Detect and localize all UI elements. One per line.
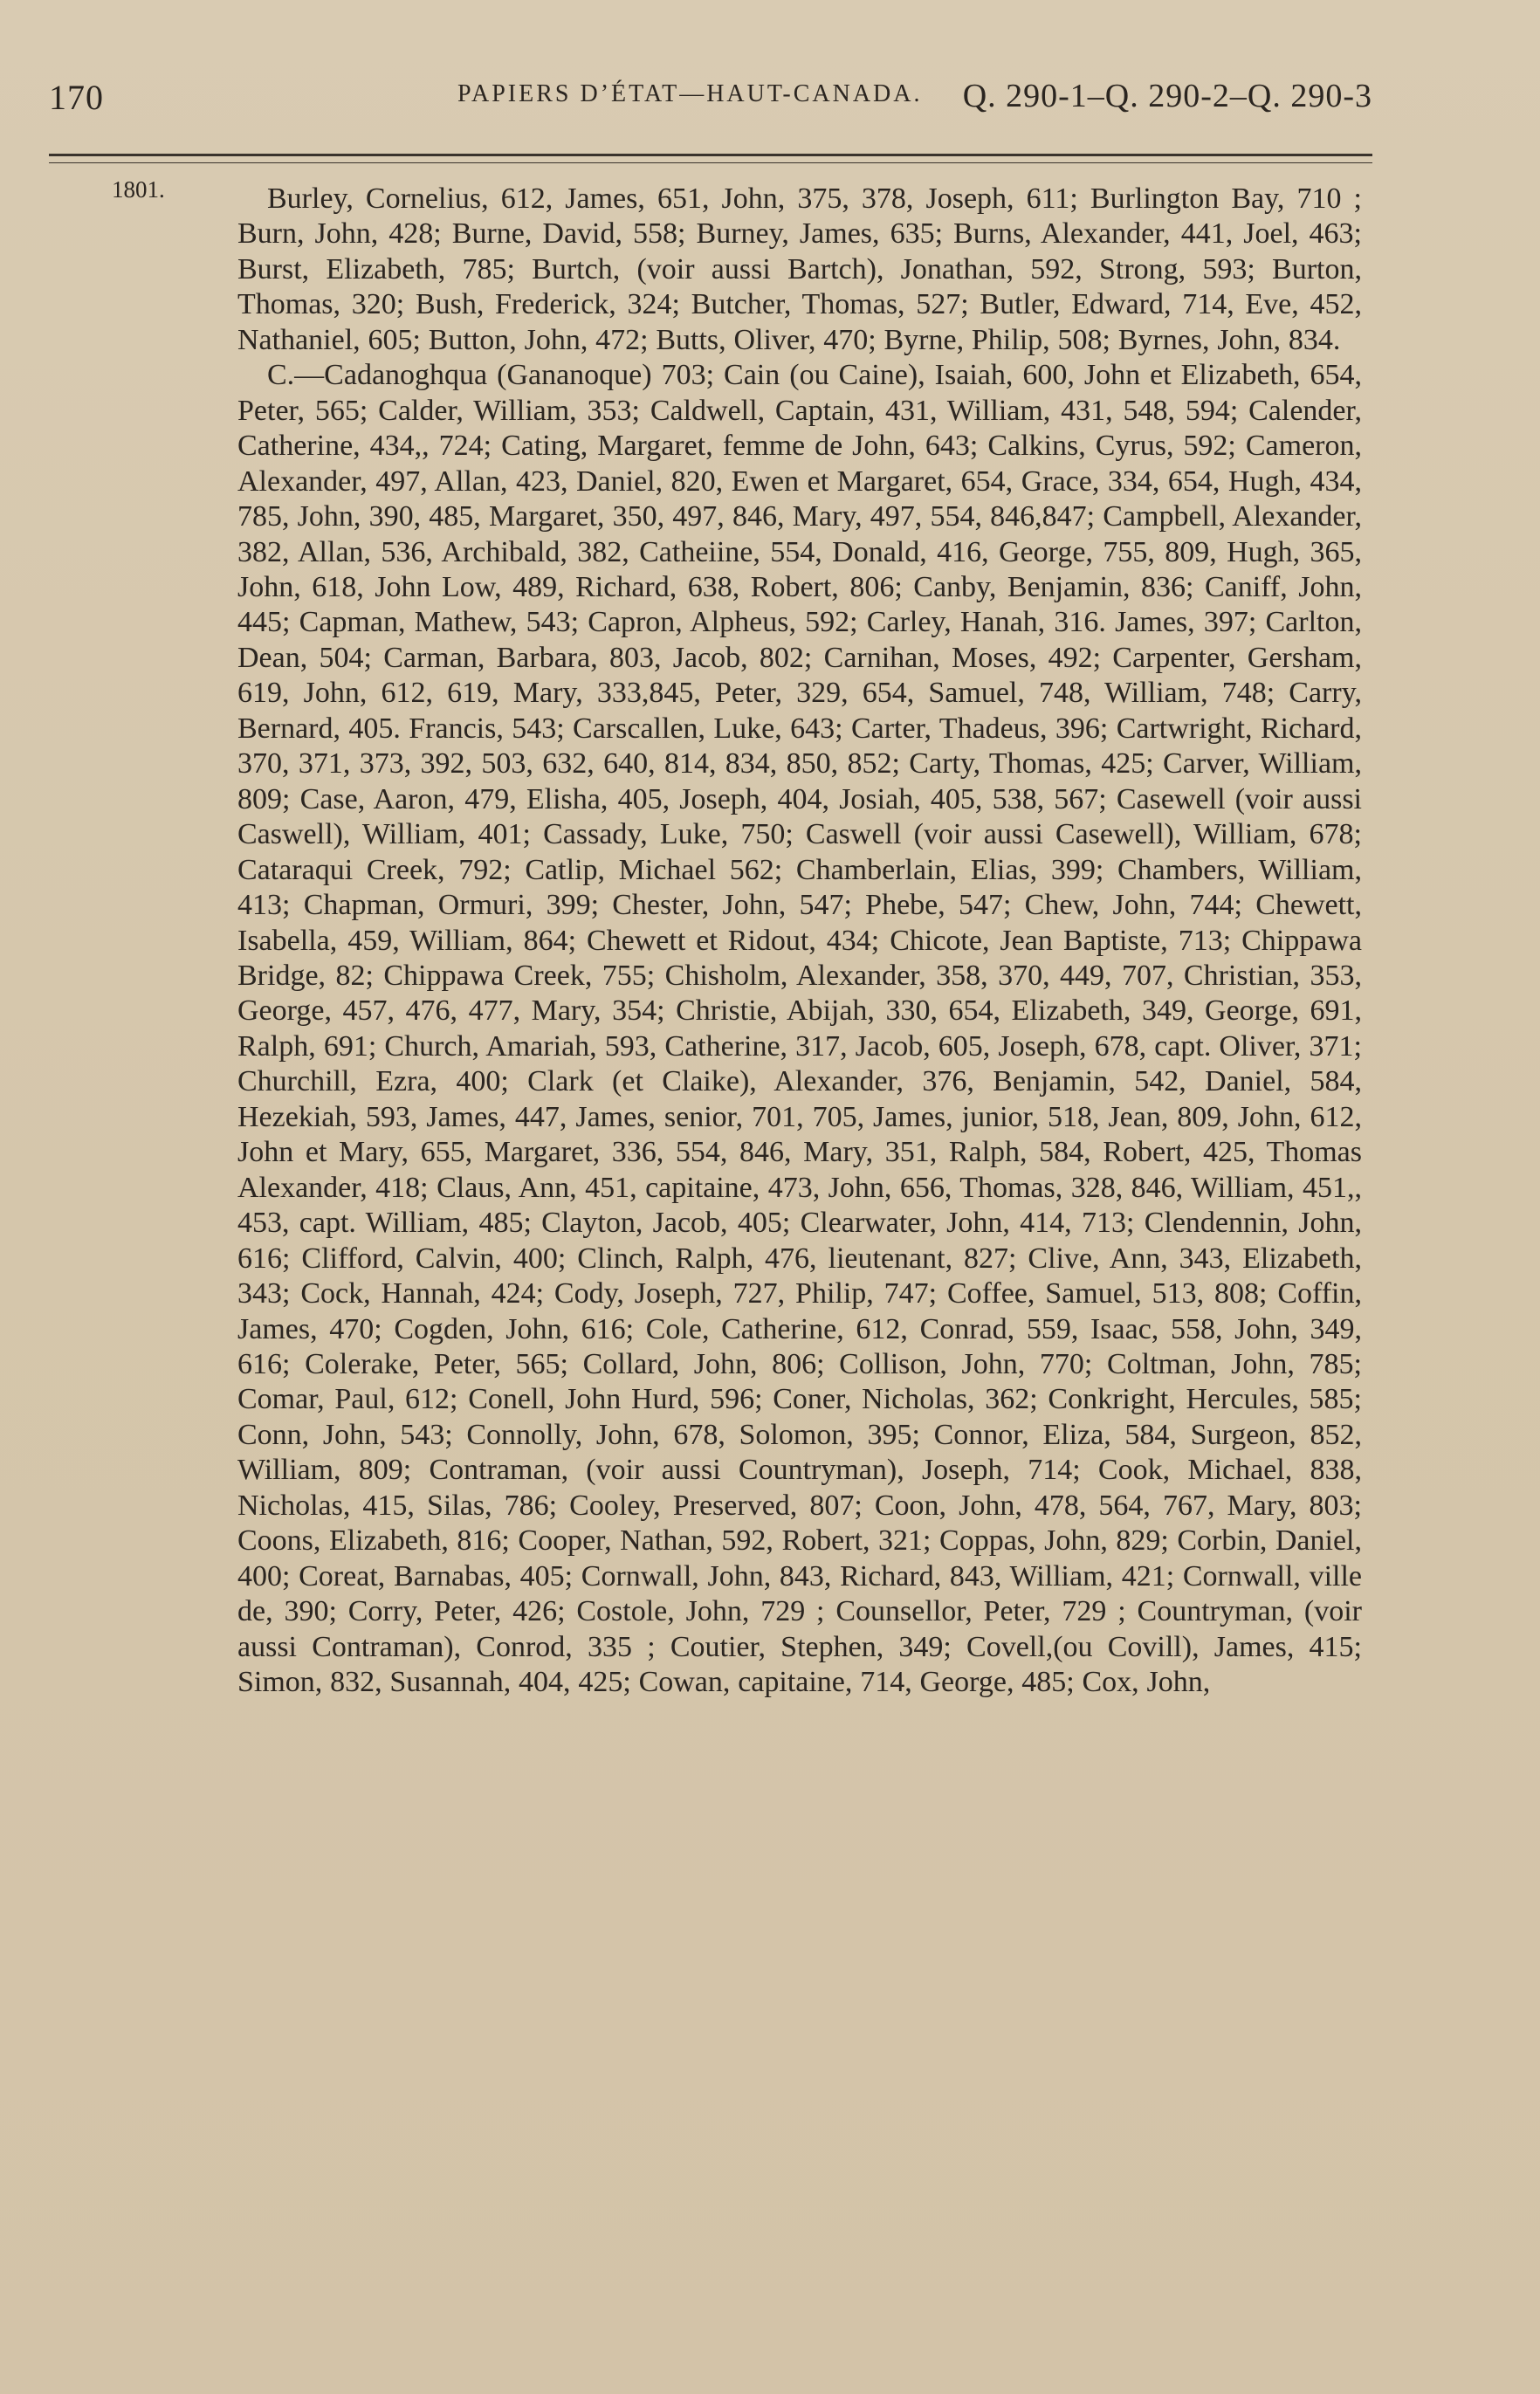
- header-rule-thin: [49, 162, 1372, 163]
- header-rule-thick: [49, 154, 1372, 156]
- index-paragraph-c: C.—Cadanoghqua (Gananoque) 703; Cain (ou Caine), Isaiah, 600, John et Elizabeth, 654, Peter, 565; Calder, William, 353; Caldwell, Captain, 431, William, 431, 548, 594; Calender, Catherine, 434,, 724; Cating, Margaret, femme de John, 643; Calkins, Cyrus, 592; Cameron, Alexander, 497, Allan, 423, Daniel, 820, Ewen et Margaret, 654, Grace, 334, 654, Hugh, 434, 785, John, 390, 485, Margaret, 350, 497, 846, Mary, 497, 554, 846,847; Campbell, Alexander, 382, Allan, 536, Archibald, 382, Catheiine, 554, Donald, 416, George, 755, 809, Hugh, 365, John, 618, John Low, 489, Richard, 638, Robert, 806; Canby, Benjamin, 836; Caniff, John, 445; Capman, Mathew, 543; Capron, Alpheus, 592; Carley, Hanah, 316. James, 397; Carlton, Dean, 504; Carman, Barbara, 803, Jacob, 802; Carnihan, Moses, 492; Carpenter, Gersham, 619, John, 612, 619, Mary, 333,845, Peter, 329, 654, Samuel, 748, William, 748; Carry, Bernard, 405. Francis, 543; Carscallen, Luke, 643; Carter, Thadeus, 396; Cartwright, Richard, 370, 371, 373, 392, 503, 632, 640, 814, 834, 850, 852; Carty, Thomas, 425; Carver, William, 809; Case, Aaron, 479, Elisha, 405, Joseph, 404, Josiah, 405, 538, 567; Casewell (voir aussi Caswell), William, 401; Cassady, Luke, 750; Caswell (voir aussi Casewell), William, 678; Cataraqui Creek, 792; Catlip, Michael 562; Chamberlain, Elias, 399; Chambers, William, 413; Chapman, Ormuri, 399; Chester, John, 547; Phebe, 547; Chew, John, 744; Chewett, Isabella, 459, William, 864; Chewett et Ridout, 434; Chicote, Jean Baptiste, 713; Chippawa Bridge, 82; Chippawa Creek, 755; Chisholm, Alexander, 358, 370, 449, 707, Christian, 353, George, 457, 476, 477, Mary, 354; Christie, Abijah, 330, 654, Elizabeth, 349, George, 691, Ralph, 691; Church, Amariah, 593, Catherine, 317, Jacob, 605, Joseph, 678, capt. Oliver, 371; Churchill, Ezra, 400; Clark (et Claike), Alexander, 376, Benjamin, 542, Daniel, 584, Hezekiah, 593, James, 447, James, senior, 701, 705, James, junior, 518, Jean, 809, John, 612, John et Mary, 655, Margaret, 336, 554, 846, Mary, 351, Ralph, 584, Robert, 425, Thomas Alexander, 418; Claus, Ann, 451, capitaine, 473, John, 656, Thomas, 328, 846, William, 451,, 453, capt. William, 485; Clayton, Jacob, 405; Clearwater, John, 414, 713; Clendennin, John, 616; Clifford, Calvin, 400; Clinch, Ralph, 476, lieutenant, 827; Clive, Ann, 343, Elizabeth, 343; Cock, Hannah, 424; Cody, Joseph, 727, Philip, 747; Coffee, Samuel, 513, 808; Coffin, James, 470; Cogden, John, 616; Cole, Catherine, 612, Conrad, 559, Isaac, 558, John, 349, 616; Colerake, Peter, 565; Collard, John, 806; Collison, John, 770; Coltman, John, 785; Comar, Paul, 612; Conell, John Hurd, 596; Coner, Nicholas, 362; Conkright, Hercules, 585; Conn, John, 543; Connolly, John, 678, Solomon, 395; Connor, Eliza, 584, Surgeon, 852, William, 809; Contraman, (voir aussi Countryman), Joseph, 714; Cook, Michael, 838, Nicholas, 415, Silas, 786; Cooley, Preserved, 807; Coon, John, 478, 564, 767, Mary, 803; Coons, Elizabeth, 816; Cooper, Nathan, 592, Robert, 321; Coppas, John, 829; Corbin, Daniel, 400; Coreat, Barnabas, 405; Cornwall, John, 843, Richard, 843, William, 421; Cornwall, ville de, 390; Corry, Peter, 426; Costole, John, 729 ; Counsellor, Peter, 729 ; Countryman, (voir aussi Contraman), Conrod, 335 ; Coutier, Stephen, 349; Covell,(ou Covill), James, 415; Simon, 832, Susannah, 404, 425; Cowan, capitaine, 714, George, 485; Cox, John,: [237, 359, 1362, 1699]
- page-number: 170: [49, 78, 104, 117]
- running-title: PAPIERS D’ÉTAT—HAUT-CANADA.: [457, 80, 923, 107]
- series-reference: Q. 290-1–Q. 290-2–Q. 290-3: [962, 78, 1372, 114]
- margin-year: 1801.: [112, 176, 165, 203]
- index-text: [237, 182, 1362, 1700]
- index-paragraph-b: Burley, Cornelius, 612, James, 651, John, 375, 378, Joseph, 611; Burlington Bay, 710 ; Burn, John, 428; Burne, David, 558; Burney, James, 635; Burns, Alexander, 441, Joel, 463; Burst, Elizabeth, 785; Burtch, (voir aussi Bartch), Jonathan, 592, Strong, 593; Burton, Thomas, 320; Bush, Frederick, 324; Butcher, Thomas, 527; Butler, Edward, 714, Eve, 452, Nathaniel, 605; Button, John, 472; Butts, Oliver, 470; Byrne, Philip, 508; Byrnes, John, 834.: [237, 182, 1362, 356]
- page-header: [49, 77, 1372, 129]
